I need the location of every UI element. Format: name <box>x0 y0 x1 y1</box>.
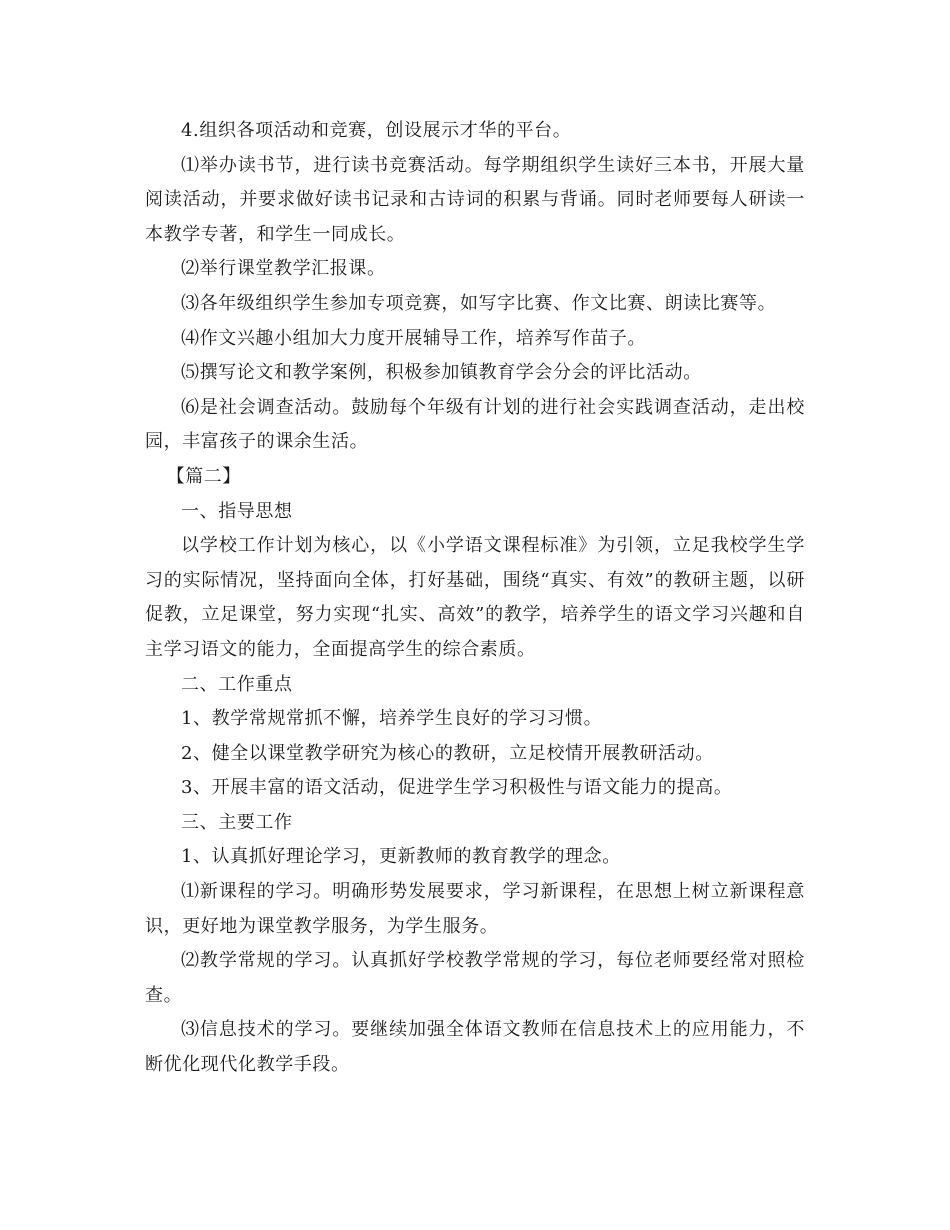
paragraph: ⑵举行课堂教学汇报课。 <box>181 258 386 280</box>
part-heading: 【篇二】 <box>166 465 241 487</box>
paragraph: 2、健全以课堂教学研究为核心的教研，立足校情开展教研活动。 <box>181 742 714 764</box>
paragraph: ⑴举办读书节，进行读书竞赛活动。每学期组织学生读好三本书，开展大量阅读活动，并要求做好读书记录和古诗词的积累与背诵。同时老师要每人研读一本教学专著，和学生一同成长。 <box>145 154 805 245</box>
paragraph: ⑵教学常规的学习。认真抓好学校教学常规的学习，每位老师要经常对照检查。 <box>145 950 805 1006</box>
paragraph: ⑴新课程的学习。明确形势发展要求，学习新课程，在思想上树立新课程意识，更好地为课堂教学服务，为学生服务。 <box>145 881 805 937</box>
paragraph: 3、开展丰富的语文活动，促进学生学习积极性与语文能力的提高。 <box>181 777 733 799</box>
paragraph: ⑶各年级组织学生参加专项竞赛，如写字比赛、作文比赛、朗读比赛等。 <box>181 292 777 314</box>
paragraph: ⑹是社会调查活动。鼓励每个年级有计划的进行社会实践调查活动，走出校园，丰富孩子的课余生活。 <box>145 396 805 453</box>
document-body <box>145 114 805 1083</box>
section-heading: 一、指导思想 <box>181 500 293 522</box>
paragraph: 以学校工作计划为核心，以《小学语文课程标准》为引领，立足我校学生学习的实际情况，坚持面向全体，打好基础，围绕“真实、有效”的教研主题，以研促教，立足课堂，努力实现“扎实、高效”的教学，培养学生的语文学习兴趣和自主学习语文的能力，全面提高学生的综合素质。 <box>145 535 805 660</box>
paragraph: ⑷作文兴趣小组加大力度开展辅导工作，培养写作苗子。 <box>181 327 646 349</box>
paragraph: 1、教学常规常抓不懈，培养学生良好的学习习惯。 <box>181 708 603 730</box>
paragraph: ⑶信息技术的学习。要继续加强全体语文教师在信息技术上的应用能力，不断优化现代化教学手段。 <box>145 1019 805 1076</box>
section-heading: 三、主要工作 <box>181 811 293 833</box>
section-heading: 二、工作重点 <box>181 673 293 695</box>
paragraph: ⑸撰写论文和教学案例，积极参加镇教育学会分会的评比活动。 <box>181 362 702 384</box>
section-heading: 4.组织各项活动和竞赛，创设展示才华的平台。 <box>181 120 572 141</box>
paragraph: 1、认真抓好理论学习，更新教师的教育教学的理念。 <box>181 846 621 868</box>
